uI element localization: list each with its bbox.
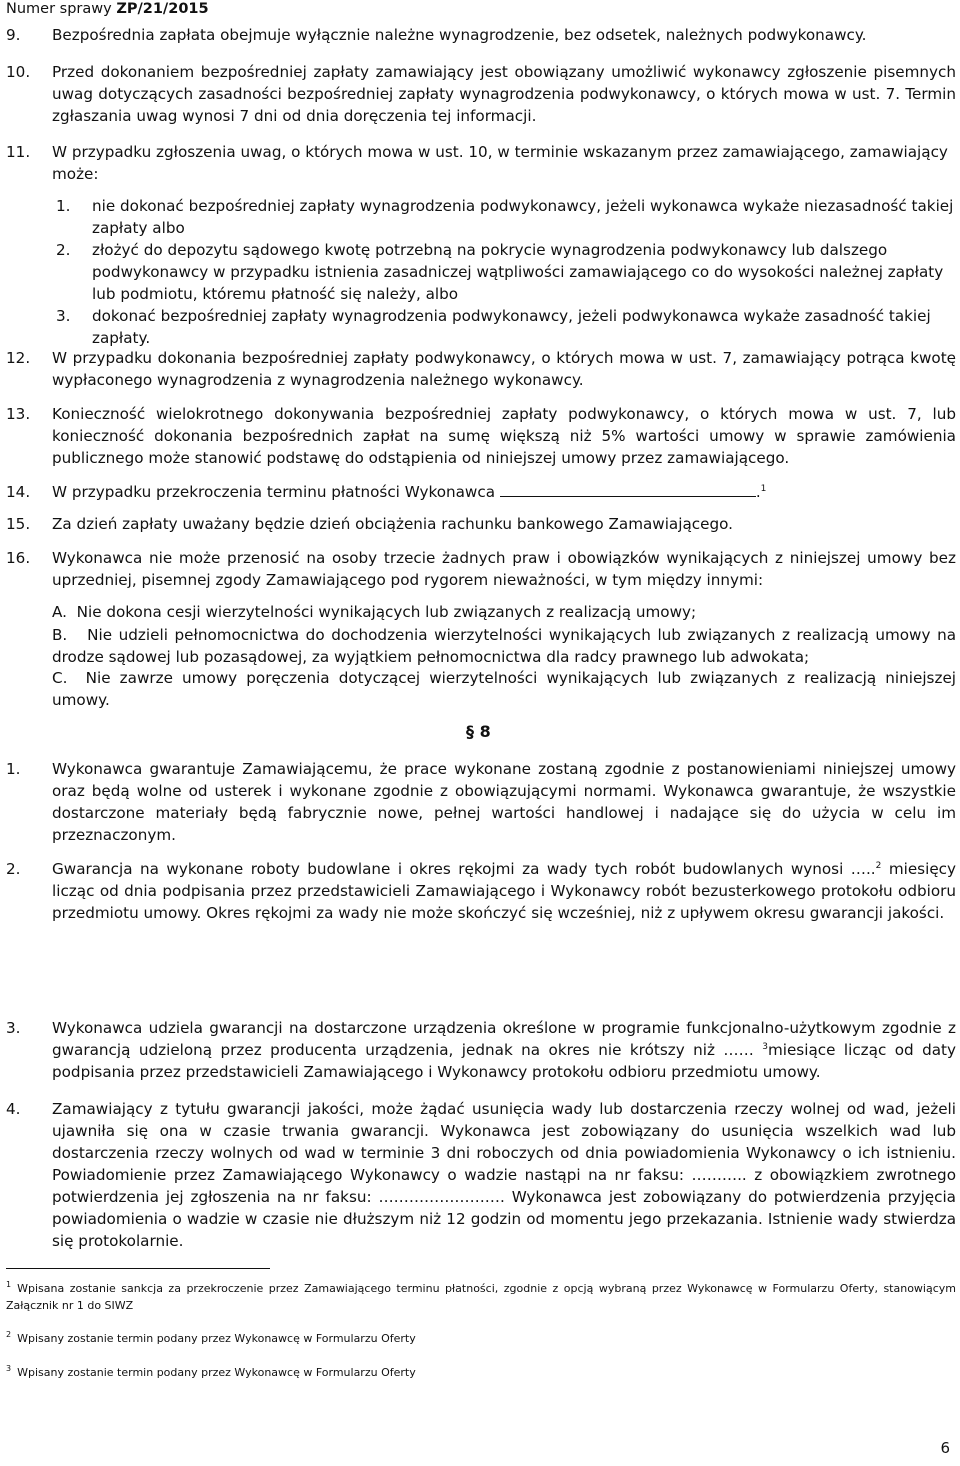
point-text: Wykonawca gwarantuje Zamawiającemu, że prace wykonane zostaną zgodnie z postanowieniami niniejszej umowy oraz będą wolne od usterek i wykonane zgodnie z obowiązującymi normami. Wykonawca gwarantuje, że wszystkie dostarczone materiały będą fabrycznie nowe, pełnej wartości handlowej i nadające się do użycia w celu im przeznaczonym. [52,760,956,844]
footnote-ref: 3 [762,1042,768,1052]
point-number: 2. [6,860,21,878]
footnote-2 [6,1326,956,1347]
footnote-ref: 1 [760,484,767,494]
point-number: 9. [6,26,21,44]
footnote-1 [6,1276,956,1314]
subpoint-number: 1. [56,197,71,215]
point-text-wrap [52,858,956,924]
point-number: 4. [6,1100,21,1118]
subpoint-16-b [52,624,956,668]
point-text: Konieczność wielokrotnego dokonywania bezpośredniej zapłaty podwykonawcy, o których mowa w ust. 7, lub konieczność dokonania bezpośrednich zapłat na sumę większą niż 5% wartości umowy w sprawie zamówienia publicznego może stanowić podstawę do odstąpienia od niniejszej umowy przez zamawiającego. [52,405,956,467]
footnote-3 [6,1360,956,1381]
subpoint-text: Nie udzieli pełnomocnictwa do dochodzenia wierzytelności wynikających lub związanych z realizacją umowy na drodze sądowej lub pozasądowej, za wyjątkiem pełnomocnictwa dla radcy prawnego lub adwokata; [52,626,957,666]
section-number: 8 [479,722,491,741]
point-end: . [755,483,761,501]
point-14 [6,481,956,503]
footnote-text: Wpisany zostanie termin podany przez Wykonawcę w Formularzu Oferty [17,1332,416,1345]
point-12 [6,347,956,391]
point-text: Wykonawca nie może przenosić na osoby trzecie żadnych praw i obowiązków wynikających z niniejszej umowy bez uprzedniej, pisemnej zgody Zamawiającego pod rygorem nieważności, w tym między innymi: [52,549,956,589]
point-text: Za dzień zapłaty uważany będzie dzień obciążenia rachunku bankowego Zamawiającego. [52,515,733,533]
page-number: 6 [940,1439,950,1457]
subpoint-letter: B. [52,626,68,644]
point-13 [6,403,956,469]
point-text-start: Wykonawca udziela gwarancji na dostarczone urządzenia określone w programie funkcjonalno-użytkowym zgodnie z gwarancją udzieloną przez producenta urządzenia, jednak na okres nie krótszy niż …… [52,1019,956,1059]
case-label: Numer sprawy [6,1,112,17]
point-number: 11. [6,143,31,161]
subpoint-number: 2. [56,241,71,259]
point-number: 10. [6,63,31,81]
fill-in-blank[interactable] [500,481,756,497]
point-text: W przypadku przekroczenia terminu płatności Wykonawca [52,483,496,501]
footnote-text: Wpisana zostanie sankcja za przekroczenie przez Zamawiającego terminu płatności, zgodnie z opcją wybraną przez Wykonawcę w Formularzu Oferty, stanowiącym Załącznik nr 1 do SIWZ [6,1282,956,1312]
subpoint-11-1 [52,195,956,239]
subpoint-letter: C. [52,669,68,687]
subpoint-text: nie dokonać bezpośredniej zapłaty wynagrodzenia podwykonawcy, jeżeli wykonawca wykaże niezasadność takiej zapłaty albo [92,197,954,237]
footnote-ref: 2 [875,861,882,871]
footnote-text: Wpisany zostanie termin podany przez Wykonawcę w Formularzu Oferty [17,1366,416,1379]
point-11 [6,141,956,185]
point-text-end: miesięcy licząc od dnia podpisania przez przedstawicieli Zamawiającego i Wykonawcy robót bezusterkowego protokołu odbioru przedmiotu umowy. Okres rękojmi za wady nie może skończyć się wcześniej, niż z upływem okresu gwarancji jakości. [52,860,956,922]
point-number: 13. [6,405,31,423]
section-point-3 [6,1017,956,1083]
section-symbol: § [466,722,474,741]
point-15 [6,513,956,535]
section-point-1 [6,758,956,846]
point-text-wrap [52,1017,956,1083]
point-9 [6,24,956,46]
point-text: W przypadku zgłoszenia uwag, o których mowa w ust. 10, w terminie wskazanym przez zamawiającego, zamawiający może: [52,143,948,183]
subpoint-text: złożyć do depozytu sądowego kwotę potrzebną na pokrycie wynagrodzenia podwykonawcy lub dalszego podwykonawcy w przypadku istnienia zasadniczej wątpliwości zamawiającego co do wysokości należnej zapłaty lub podmiotu, któremu płatność się należy, albo [92,241,944,303]
point-number: 15. [6,515,31,533]
point-16 [6,547,956,591]
point-number: 14. [6,483,31,501]
point-text-start: Gwarancja na wykonane roboty budowlane i okres rękojmi za wady tych robót budowlanych wynosi ….. [52,860,876,878]
point-text: W przypadku dokonania bezpośredniej zapłaty podwykonawcy, o których mowa w ust. 7, zamawiający potrąca kwotę wypłaconego wynagrodzenia z wynagrodzenia należnego wykonawcy. [52,349,956,389]
subpoint-11-2 [52,239,956,305]
footnote-divider [6,1268,270,1269]
point-number: 16. [6,549,31,567]
subpoint-16-a [52,601,956,623]
point-text: Bezpośrednia zapłata obejmuje wyłącznie należne wynagrodzenie, bez odsetek, należnych podwykonawcy. [52,26,867,44]
subpoint-letter: A. [52,603,67,621]
subpoint-11-3 [52,305,956,349]
subpoint-text: dokonać bezpośredniej zapłaty wynagrodzenia podwykonawcy, jeżeli podwykonawca wykaże zasadność takiej zapłaty. [92,307,931,347]
footnote-number: 3 [6,1364,12,1373]
point-text: Przed dokonaniem bezpośredniej zapłaty zamawiający jest obowiązany umożliwić wykonawcy zgłoszenie pisemnych uwag dotyczących zasadności bezpośredniej zapłaty wynagrodzenia podwykonawcy, o których mowa w ust. 7. Termin zgłaszania uwag wynosi 7 dni od dnia doręczenia tej informacji. [52,63,956,125]
footnote-number: 1 [6,1280,12,1289]
footnote-number: 2 [6,1330,12,1339]
section-point-4 [6,1098,956,1252]
section-heading [466,720,491,744]
point-number: 3. [6,1019,21,1037]
subpoint-text: Nie dokona cesji wierzytelności wynikających lub związanych z realizacją umowy; [76,603,697,621]
subpoint-number: 3. [56,307,71,325]
section-point-2 [6,858,956,924]
point-text-wrap [52,481,956,503]
point-number: 12. [6,349,31,367]
point-number: 1. [6,760,21,778]
point-text: Zamawiający z tytułu gwarancji jakości, może żądać usunięcia wady lub dostarczenia rzeczy wolnej od wad, jeżeli ujawniła się ona w czasie trwania gwarancji. Wykonawca jest zobowiązany do usunięcia wszelkich wad lub dostarczenia rzeczy wolnych od wad w terminie 3 dni roboczych od dnia powiadomienia Wykonawcy o ich istnieniu. Powiadomienie przez Zamawiającego Wykonawcy o wadzie nastąpi na nr faksu: ……….. z obowiązkiem zwrotnego potwierdzenia jej zgłoszenia na nr faksu: ……………………. Wykonawca jest zobowiązany do potwierdzenia przyjęcia powiadomienia o wadzie w czasie nie dłuższym niż 12 godzin od momentu jego przekazania. Istnienie wady stwierdza się protokolarnie. [52,1100,956,1250]
subpoint-text: Nie zawrze umowy poręczenia dotyczącej wierzytelności wynikających lub związanych z realizacją niniejszej umowy. [52,669,957,709]
case-number: ZP/21/2015 [116,1,209,17]
point-10 [6,61,956,127]
page-header [6,0,209,18]
point-text-end: miesiące licząc od daty podpisania przez przedstawicieli Zamawiającego i Wykonawcy protokołu odbioru przedmiotu umowy. [52,1041,957,1081]
subpoint-16-c [52,667,956,711]
